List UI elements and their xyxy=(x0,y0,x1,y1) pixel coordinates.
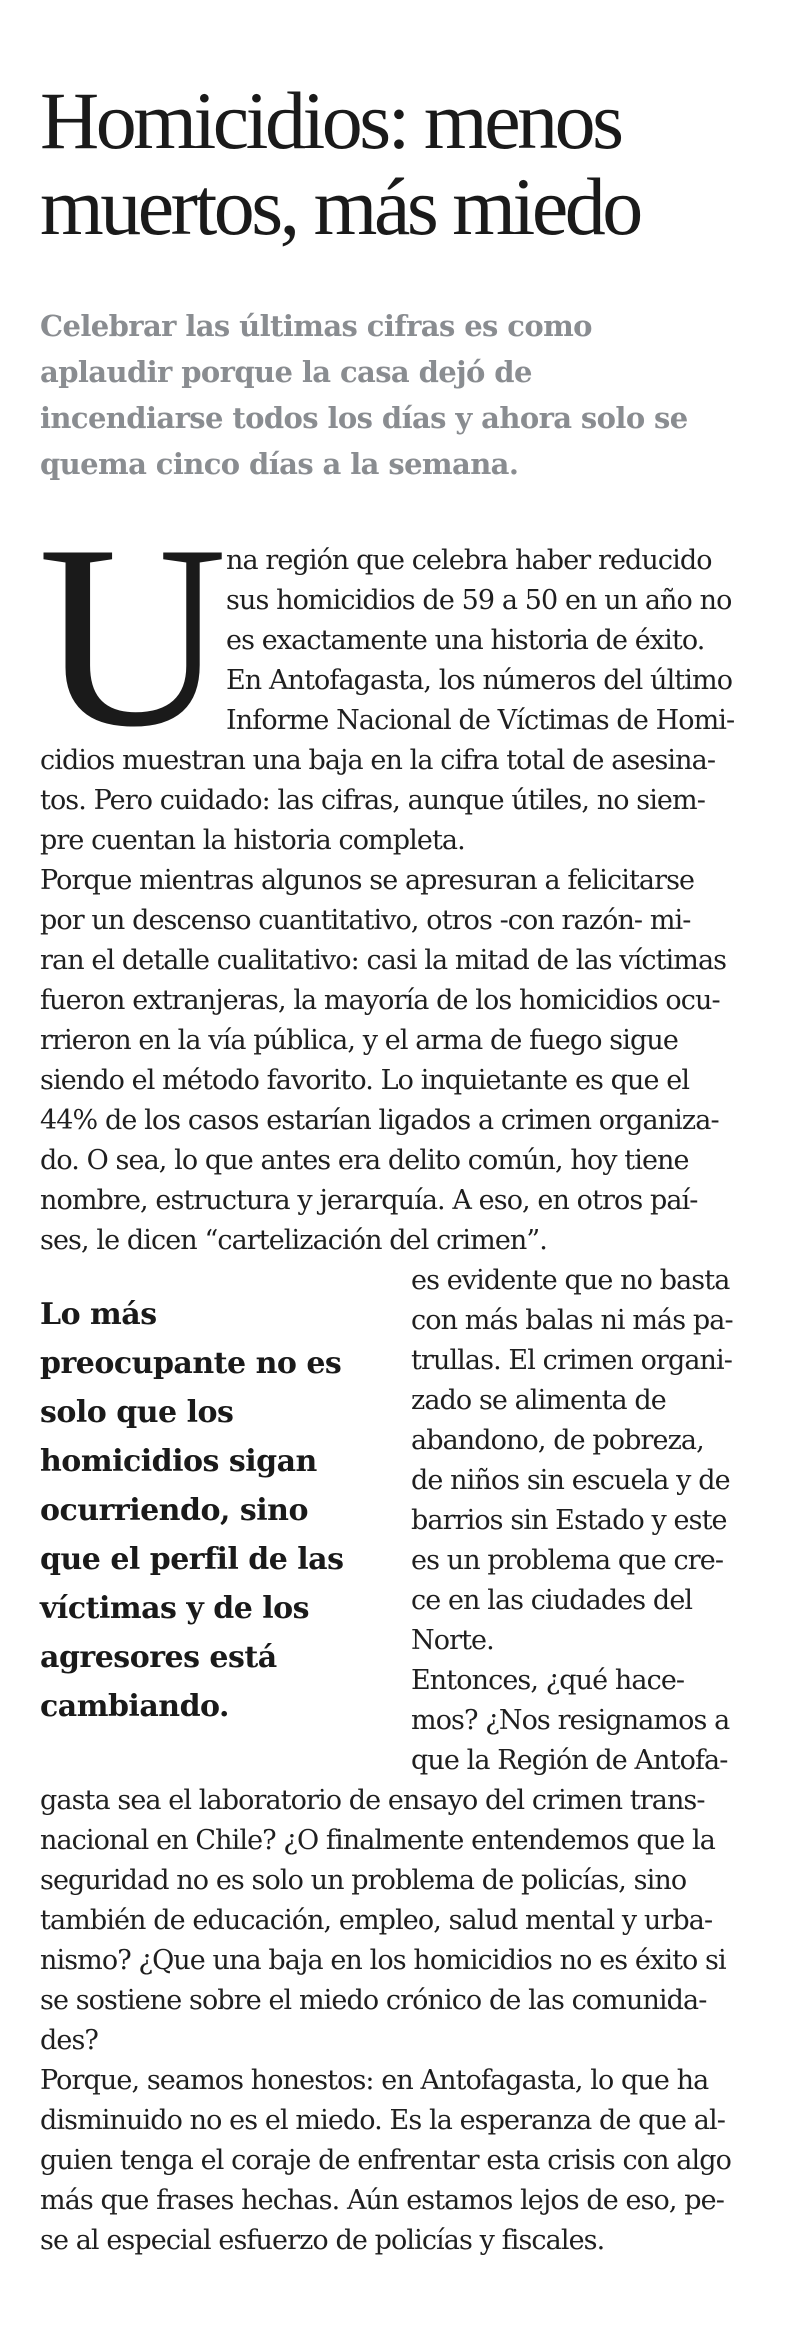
body-line: ses, le dicen “cartelización del crimen”. xyxy=(40,1225,547,1256)
body-line: se sostiene sobre el miedo crónico de las comunida- xyxy=(40,1985,707,2016)
body-line: sus homicidios de 59 a 50 en un año no xyxy=(226,585,732,616)
article-subtitle xyxy=(40,303,760,487)
pullquote-line: que el perfil de las xyxy=(40,1542,344,1577)
closing-paragraph xyxy=(40,1781,770,2261)
pullquote-line: solo que los xyxy=(40,1395,234,1430)
side-column xyxy=(411,1261,776,1781)
body-line: nombre, estructura y jerarquía. A eso, en otros paí- xyxy=(40,1185,698,1216)
body-line: 44% de los casos estarían ligados a crimen organiza- xyxy=(40,1105,719,1136)
body-line: ran el detalle cualitativo: casi la mitad de las víctimas xyxy=(40,945,727,976)
body-line: es un problema que cre- xyxy=(411,1545,724,1576)
body-line: trullas. El crimen organi- xyxy=(411,1345,732,1376)
body-line: mos? ¿Nos resignamos a xyxy=(411,1705,730,1736)
pullquote-line: ocurriendo, sino xyxy=(40,1493,308,1528)
subtitle-line: quema cinco días a la semana. xyxy=(40,447,519,481)
body-line: con más balas ni más pa- xyxy=(411,1305,733,1336)
body-line: En Antofagasta, los números del último xyxy=(226,665,733,696)
title-line: muertos, más miedo xyxy=(40,161,640,252)
subtitle-line: Celebrar las últimas cifras es como xyxy=(40,309,592,343)
subtitle-line: aplaudir porque la casa dejó de xyxy=(40,355,532,389)
body-line: de niños sin escuela y de xyxy=(411,1465,730,1496)
pullquote-line: agresores está xyxy=(40,1640,277,1675)
pullquote-line: preocupante no es xyxy=(40,1346,342,1381)
body-line: ce en las ciudades del xyxy=(411,1585,693,1616)
body-line: seguridad no es solo un problema de policías, sino xyxy=(40,1865,687,1896)
body-line: pre cuentan la historia completa. xyxy=(40,825,465,856)
title-line: Homicidios: menos xyxy=(40,75,621,166)
pullquote-line: víctimas y de los xyxy=(40,1591,310,1626)
body-line: siendo el método favorito. Lo inquietante es que el xyxy=(40,1065,690,1096)
pullquote-line: homicidios sigan xyxy=(40,1444,317,1479)
pullquote-line: cambiando. xyxy=(40,1689,229,1724)
body-line: na región que celebra haber reducido xyxy=(226,545,712,576)
body-line: Entonces, ¿qué hace- xyxy=(411,1665,685,1696)
body-line: Porque, seamos honestos: en Antofagasta, lo que ha xyxy=(40,2065,709,2096)
pull-quote xyxy=(40,1290,380,1731)
body-line: disminuido no es el miedo. Es la esperanza de que al- xyxy=(40,2105,725,2136)
body-line: guien tenga el coraje de enfrentar esta crisis con algo xyxy=(40,2145,731,2176)
pullquote-line: Lo más xyxy=(40,1297,157,1332)
body-line: también de educación, empleo, salud mental y urba- xyxy=(40,1905,713,1936)
body-line: Norte. xyxy=(411,1625,494,1656)
body-line: zado se alimenta de xyxy=(411,1385,666,1416)
body-line: Porque mientras algunos se apresuran a felicitarse xyxy=(40,865,695,896)
body-line: barrios sin Estado y este xyxy=(411,1505,727,1536)
body-line: nacional en Chile? ¿O finalmente entendemos que la xyxy=(40,1825,715,1856)
subtitle-line: incendiarse todos los días y ahora solo se xyxy=(40,401,688,435)
body-line: gasta sea el laboratorio de ensayo del crimen trans- xyxy=(40,1785,705,1816)
body-line: tos. Pero cuidado: las cifras, aunque útiles, no siem- xyxy=(40,785,705,816)
body-line: do. O sea, lo que antes era delito común, hoy tiene xyxy=(40,1145,689,1176)
body-line: Informe Nacional de Víctimas de Homi- xyxy=(226,705,735,736)
body-line: des? xyxy=(40,2025,98,2056)
body-line: por un descenso cuantitativo, otros -con razón- mi- xyxy=(40,905,691,936)
body-line: que la Región de Antofa- xyxy=(411,1745,728,1776)
body-paragraph xyxy=(40,741,770,1261)
body-line: se al especial esfuerzo de policías y fiscales. xyxy=(40,2225,605,2256)
article-title xyxy=(40,75,760,252)
body-line: abandono, de pobreza, xyxy=(411,1425,704,1456)
body-line: más que frases hechas. Aún estamos lejos de eso, pe- xyxy=(40,2185,724,2216)
drop-cap: U xyxy=(38,491,228,781)
body-line: nismo? ¿Que una baja en los homicidios no es éxito si xyxy=(40,1945,726,1976)
body-line: rrieron en la vía pública, y el arma de fuego sigue xyxy=(40,1025,678,1056)
body-line: cidios muestran una baja en la cifra total de asesina- xyxy=(40,745,716,776)
body-line: es evidente que no basta xyxy=(411,1265,730,1296)
intro-paragraph xyxy=(226,541,766,741)
body-line: fueron extranjeras, la mayoría de los homicidios ocu- xyxy=(40,985,720,1016)
body-line: es exactamente una historia de éxito. xyxy=(226,625,705,656)
